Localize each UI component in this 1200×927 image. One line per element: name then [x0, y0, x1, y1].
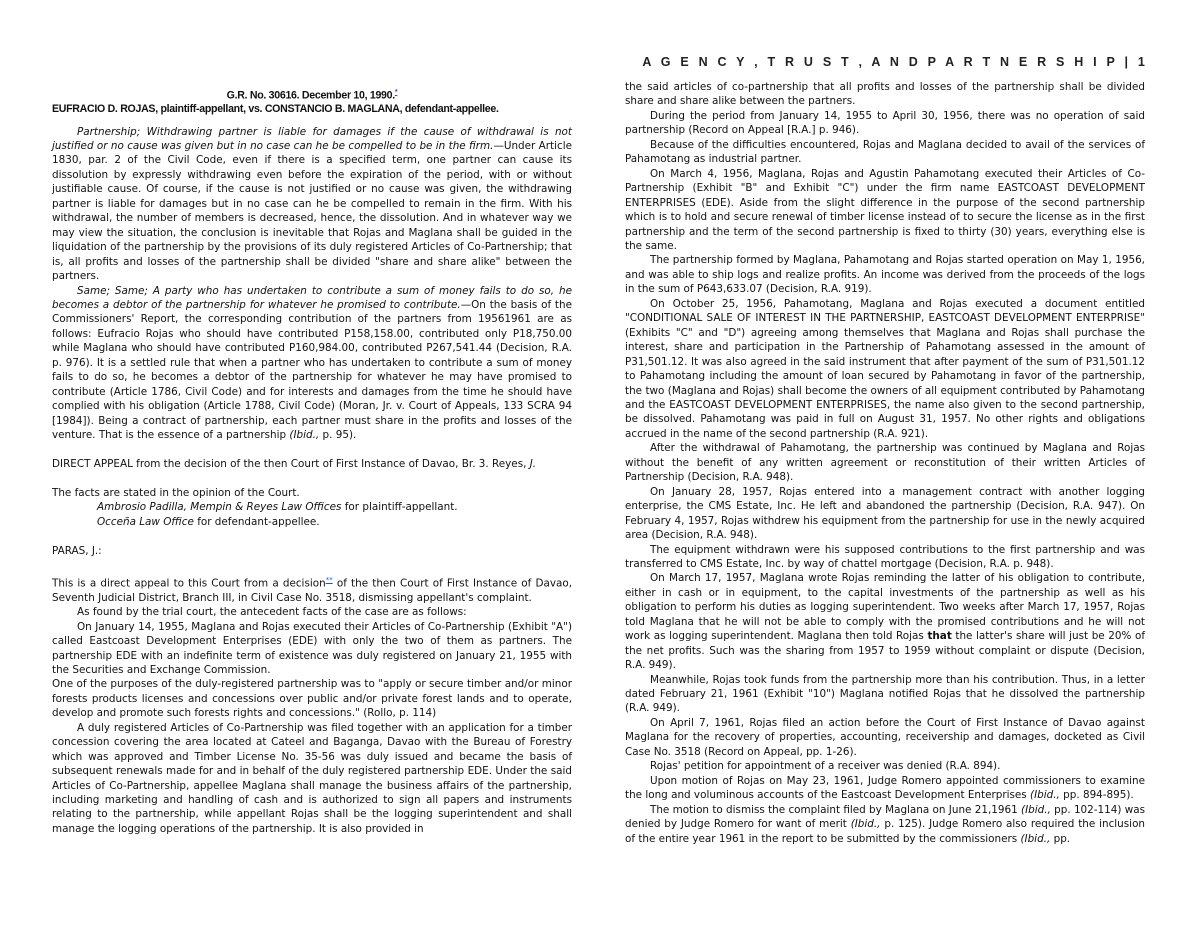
syllabus-paragraph-2: Same; Same; A party who has undertaken to contribute a sum of money fails to do so, he becomes a debtor of the partnership for whatever he promised to contribute.—On the basis of the Commissioners' Report, the corresponding contribution of the partners from 19561961 are as follows: Eufracio Rojas who should have contributed P158,158.00, contributed only P18,750.00 while Maglana who should have contributed P160,984.00, contributed P267,541.44 (Decision, R.A. p. 976). It is a settled rule that when a partner who has undertaken to contribute a sum of money fails to do so, he becomes a debtor of the partnership for whatever he may have promised to contribute (Article 1786, Civil Code) and for interests and damages from the time he should have complied with his obligation (Article 1788, Civil Code) (Moran, Jr. v. Court of Appeals, 133 SCRA 94 [1984]). Being a contract of partnership, each partner must share in the profits and losses of the venture. That is the essence of a partnership (Ibid., p. 95).: [52, 284, 572, 442]
paragraph-difficulties: Because of the difficulties encountered, Rojas and Maglana decided to avail of the services of Pahamotang as industrial partner.: [625, 138, 1145, 166]
syllabus-paragraph-1: Partnership; Withdrawing partner is liable for damages if the cause of withdrawal is not justified or no cause was given but in no case can he be compelled to be in the firm.—Under Article 1830, par. 2 of the Civil Code, even if there is a specified term, one partner can cause its dissolution by expressly withdrawing even before the expiration of the period, with or without justifiable cause. Of course, if the cause is not justified or no cause was given, the withdrawing partner is liable for damages but in no case can he be compelled to remain in the firm. With his withdrawal, the number of members is decreased, hence, the dissolution. And in whatever way we may view the situation, the conclusion is inevitable that Rojas and Maglana shall be guided in the liquidation of the partnership by the provisions of its duly registered Articles of Co-Partnership; that is, all profits and losses of the partnership shall be divided "share and share alike" between the partners.: [52, 125, 572, 283]
left-column: [52, 86, 572, 836]
case-number: G.R. No. 30616. December 10, 1990.: [226, 89, 395, 102]
running-header: A G E N C Y , T R U S T , A N D P A R T N E R S H I P | 1: [642, 55, 1148, 69]
right-column: [625, 80, 1145, 846]
ponente-line: PARAS, J.:: [52, 544, 102, 557]
paragraph-mar4: On March 4, 1956, Maglana, Rojas and Agustin Pahamotang executed their Articles of Co-Partnership (Exhibit "B" and Exhibit "C") under the firm name EASTCOAST DEVELOPMENT ENTERPRISES (EDE). Aside from the slight difference in the purpose of the second partnership which is to hold and secure renewal of timber license instead of to secure the license as in the first partnership and the term of the second partnership is fixed to thirty (30) years, everything else is the same.: [625, 167, 1145, 252]
paragraph-petition: Rojas' petition for appointment of a receiver was denied (R.A. 894).: [650, 760, 1001, 773]
paragraph-oct25: On October 25, 1956, Pahamotang, Maglana and Rojas executed a document entitled "CONDITIONAL SALE OF INTEREST IN THE PARTNERSHIP, EASTCOAST DEVELOPMENT ENTERPRISE" (Exhibits "C" and "D") agreeing among themselves that Maglana and Rojas shall purchase the interest, share and participation in the Partnership of Pahamotang assessed in the amount of P31,501.12. It was also agreed in the said instrument that after payment of the sum of P31,501.12 to Pahamotang including the amount of loan secured by Pahamotang in favor of the partnership, the two (Maglana and Rojas) shall become the owners of all equipment contributed by Pahamotang and the EASTCOAST DEVELOPMENT ENTERPRISES, the name also given to the second partnership, be dissolved. Pahamotang was paid in full on August 31, 1957. No other rights and obligations accrued in the name of the second partnership (R.A. 921).: [625, 297, 1145, 440]
paragraph-after: After the withdrawal of Pahamotang, the partnership was continued by Maglana and Rojas without the benefit of any written agreement or reconstitution of their written Articles of Partnership (Decision, R.A. 948).: [625, 442, 1145, 484]
paragraph-motion: Upon motion of Rojas on May 23, 1961, Judge Romero appointed commissioners to examine the long and voluminous accounts of the Eastcoast Development Enterprises (Ibid., pp. 894-895).: [625, 774, 1145, 802]
case-parties: EUFRACIO D. ROJAS, plaintiff-appellant, vs. CONSTANCIO B. MAGLANA, defendant-appellee.: [52, 103, 499, 116]
paragraph-period: During the period from January 14, 1955 to April 30, 1956, there was no operation of said partnership (Record on Appeal [R.A.] p. 946).: [625, 109, 1145, 137]
intro-paragraph: This is a direct appeal to this Court from a decision** of the then Court of First Instance of Davao, Seventh Judicial District, Branch III, in Civil Case No. 3518, dismissing appellant's complaint.: [52, 575, 573, 604]
paragraph-dismiss: The motion to dismiss the complaint filed by Maglana on June 21,1961 (Ibid., pp. 102-114) was denied by Judge Romero for want of merit (Ibid., p. 125). Judge Romero also required the inclusion of the entire year 1961 in the report to be submitted by the commissioners (Ibid., pp.: [625, 803, 1146, 845]
found-paragraph: As found by the trial court, the antecedent facts of the case are as follows:: [77, 606, 467, 619]
paragraph-jan14: On January 14, 1955, Maglana and Rojas executed their Articles of Co-Partnership (Exhibit "A") called Eastcoast Development Enterprises (EDE) with only the two of them as partners. The partnership EDE with an indefinite term of existence was duly registered on January 21, 1955 with the Securities and Exchange Commission.: [52, 620, 572, 676]
paragraph-equipment: The equipment withdrawn were his supposed contributions to the first partnership and was transferred to CMS Estate, Inc. by way of chattel mortgage (Decision, R.A. p. 948).: [625, 543, 1145, 570]
direct-appeal-line: DIRECT APPEAL from the decision of the then Court of First Instance of Davao, Br. 3. Reyes, J.: [52, 458, 537, 470]
footnote-link-star[interactable]: *: [394, 89, 398, 96]
counsel-plaintiff: Ambrosio Padilla, Mempin & Reyes Law Offices for plaintiff-appellant.: [97, 501, 458, 514]
footnote-link-double-star[interactable]: **: [325, 575, 333, 584]
paragraph-jan28: On January 28, 1957, Rojas entered into a management contract with another logging enterprise, the CMS Estate, Inc. He left and abandoned the partnership (Decision, R.A. 947). On February 4, 1957, Rojas withdrew his equipment from the partnership for use in the newly acquired area (Decision, R.A. 948).: [625, 485, 1145, 542]
paragraph-continued: the said articles of co-partnership that all profits and losses of the partnership shall be divided share and share alike between the partners.: [625, 81, 1145, 108]
paragraph-formed: The partnership formed by Maglana, Pahamotang and Rojas started operation on May 1, 1956, and was able to ship logs and realize profits. An income was derived from the proceeds of the logs in the sum of P643,633.07 (Decision, R.A. 919).: [625, 254, 1145, 296]
paragraph-purpose: One of the purposes of the duly-registered partnership was to "apply or secure timber and/or minor forests products licenses and concessions over public and/or private forest lands and to operate, develop and promote such forests rights and concessions." (Rollo, p. 114): [52, 678, 572, 720]
paragraph-apr7: On April 7, 1961, Rojas filed an action before the Court of First Instance of Davao against Maglana for the recovery of properties, accounting, receivership and damages, docketed as Civil Case No. 3518 (Record on Appeal, pp. 1-26).: [625, 716, 1145, 758]
paragraph-meanwhile: Meanwhile, Rojas took funds from the partnership more than his contribution. Thus, in a letter dated February 21, 1961 (Exhibit "10") Maglana notified Rojas that he dissolved the partnership (R.A. 949).: [625, 673, 1145, 715]
counsel-defendant: Occeña Law Office for defendant-appellee.: [97, 515, 320, 528]
paragraph-mar17: On March 17, 1957, Maglana wrote Rojas reminding the latter of his obligation to contribute, either in cash or in equipment, to the capital investments of the partnership as well as his obligation to perform his duties as logging superintendent. Two weeks after March 17, 1957, Rojas told Maglana that he will not be able to comply with the promised contributions and he will not work as logging superintendent. Maglana then told Rojas that the latter's share will just be 20% of the net profits. Such was the sharing from 1957 to 1959 without complaint or dispute (Decision, R.A. 949).: [625, 572, 1145, 672]
paragraph-registered: A duly registered Articles of Co-Partnership was filed together with an application for a timber concession covering the area located at Cateel and Baganga, Davao with the Bureau of Forestry which was approved and Timber License No. 35-56 was duly issued and became the basis of subsequent renewals made for and in behalf of the duly registered partnership EDE. Under the said Articles of Co-Partnership, appellee Maglana shall manage the business affairs of the partnership, including marketing and handling of cash and is authorized to sign all papers and instruments relating to the partnership, while appellant Rojas shall be the logging superintendent and shall manage the logging operations of the partnership. It is also provided in: [52, 721, 572, 835]
case-title: [52, 86, 572, 103]
facts-stated-line: The facts are stated in the opinion of the Court.: [52, 486, 300, 499]
